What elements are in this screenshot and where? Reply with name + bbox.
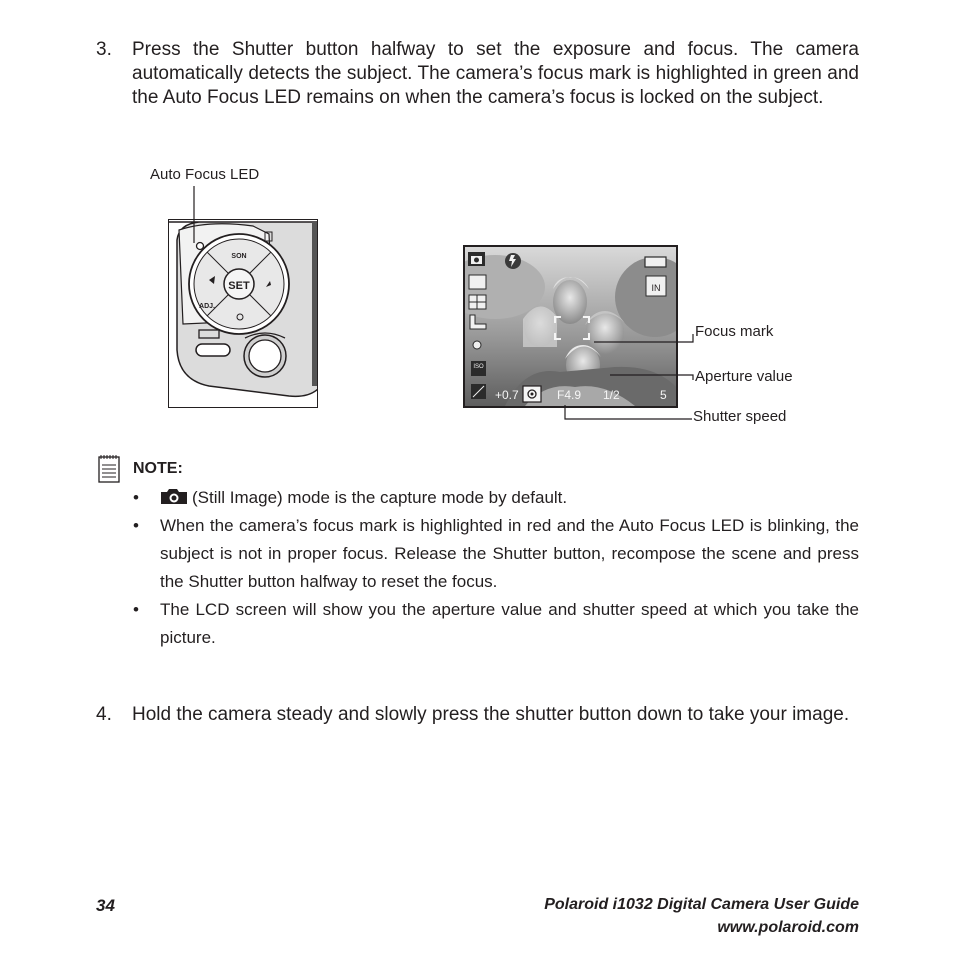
- note-text: When the camera’s focus mark is highlighted in red and the Auto Focus LED is blinking, the subject is not in proper focus. Release the Shutter button, recompose the scene and press the Shutter button halfway to reset the focus.: [160, 516, 859, 591]
- note-item: [133, 596, 859, 652]
- bullet: •: [133, 600, 139, 619]
- bullet: •: [133, 516, 139, 535]
- set-button: SET: [228, 280, 250, 292]
- shots-remaining-readout: 5: [660, 388, 667, 402]
- step-4: [96, 703, 859, 727]
- note-text: The LCD screen will show you the aperture value and shutter speed at which you take the picture.: [160, 600, 859, 647]
- camera-back-illustration: [168, 219, 318, 408]
- son-button: SON: [231, 253, 247, 260]
- note-item: [133, 484, 859, 512]
- step-number: 3.: [96, 39, 112, 60]
- aperture-readout: F4.9: [557, 388, 582, 402]
- note-text: (Still Image) mode is the capture mode by default.: [192, 488, 568, 507]
- page-number: 34: [96, 896, 115, 915]
- lcd-screen-illustration: [463, 245, 678, 408]
- guide-title: Polaroid i1032 Digital Camera User Guide: [544, 896, 859, 913]
- focus-mark-label: Focus mark: [695, 323, 774, 340]
- bullet: •: [133, 488, 139, 507]
- website-link[interactable]: www.polaroid.com: [717, 919, 859, 936]
- step-3: [96, 38, 859, 110]
- auto-focus-led-label: Auto Focus LED: [150, 166, 260, 183]
- note-title: NOTE:: [133, 460, 183, 477]
- camera-body-drawing: [169, 220, 318, 408]
- auto-focus-led: [197, 243, 204, 250]
- aperture-value-label: Aperture value: [695, 368, 793, 385]
- shutter-speed-label: Shutter speed: [693, 408, 787, 425]
- note-item: [133, 512, 859, 596]
- step-text: Hold the camera steady and slowly press the shutter button down to take your image.: [132, 704, 850, 725]
- lcd-photo: [465, 247, 676, 406]
- exposure-readout: +0.7: [495, 388, 519, 402]
- note-icon: [98, 455, 120, 483]
- step-text: Press the Shutter button halfway to set the exposure and focus. The camera automatically detects the subject. The camera’s focus mark is highlighted in green and the Auto Focus LED remains on when the camera’s focus is locked on the subject.: [132, 39, 859, 108]
- step-number: 4.: [96, 704, 112, 725]
- adj-label: ADJ.: [199, 303, 215, 310]
- memory-indicator: IN: [651, 283, 661, 293]
- note-list: [133, 484, 859, 652]
- shutter-readout: 1/2: [603, 388, 620, 402]
- footer: [544, 893, 859, 939]
- iso-icon: ISO: [473, 364, 484, 370]
- camera-icon: [160, 488, 188, 505]
